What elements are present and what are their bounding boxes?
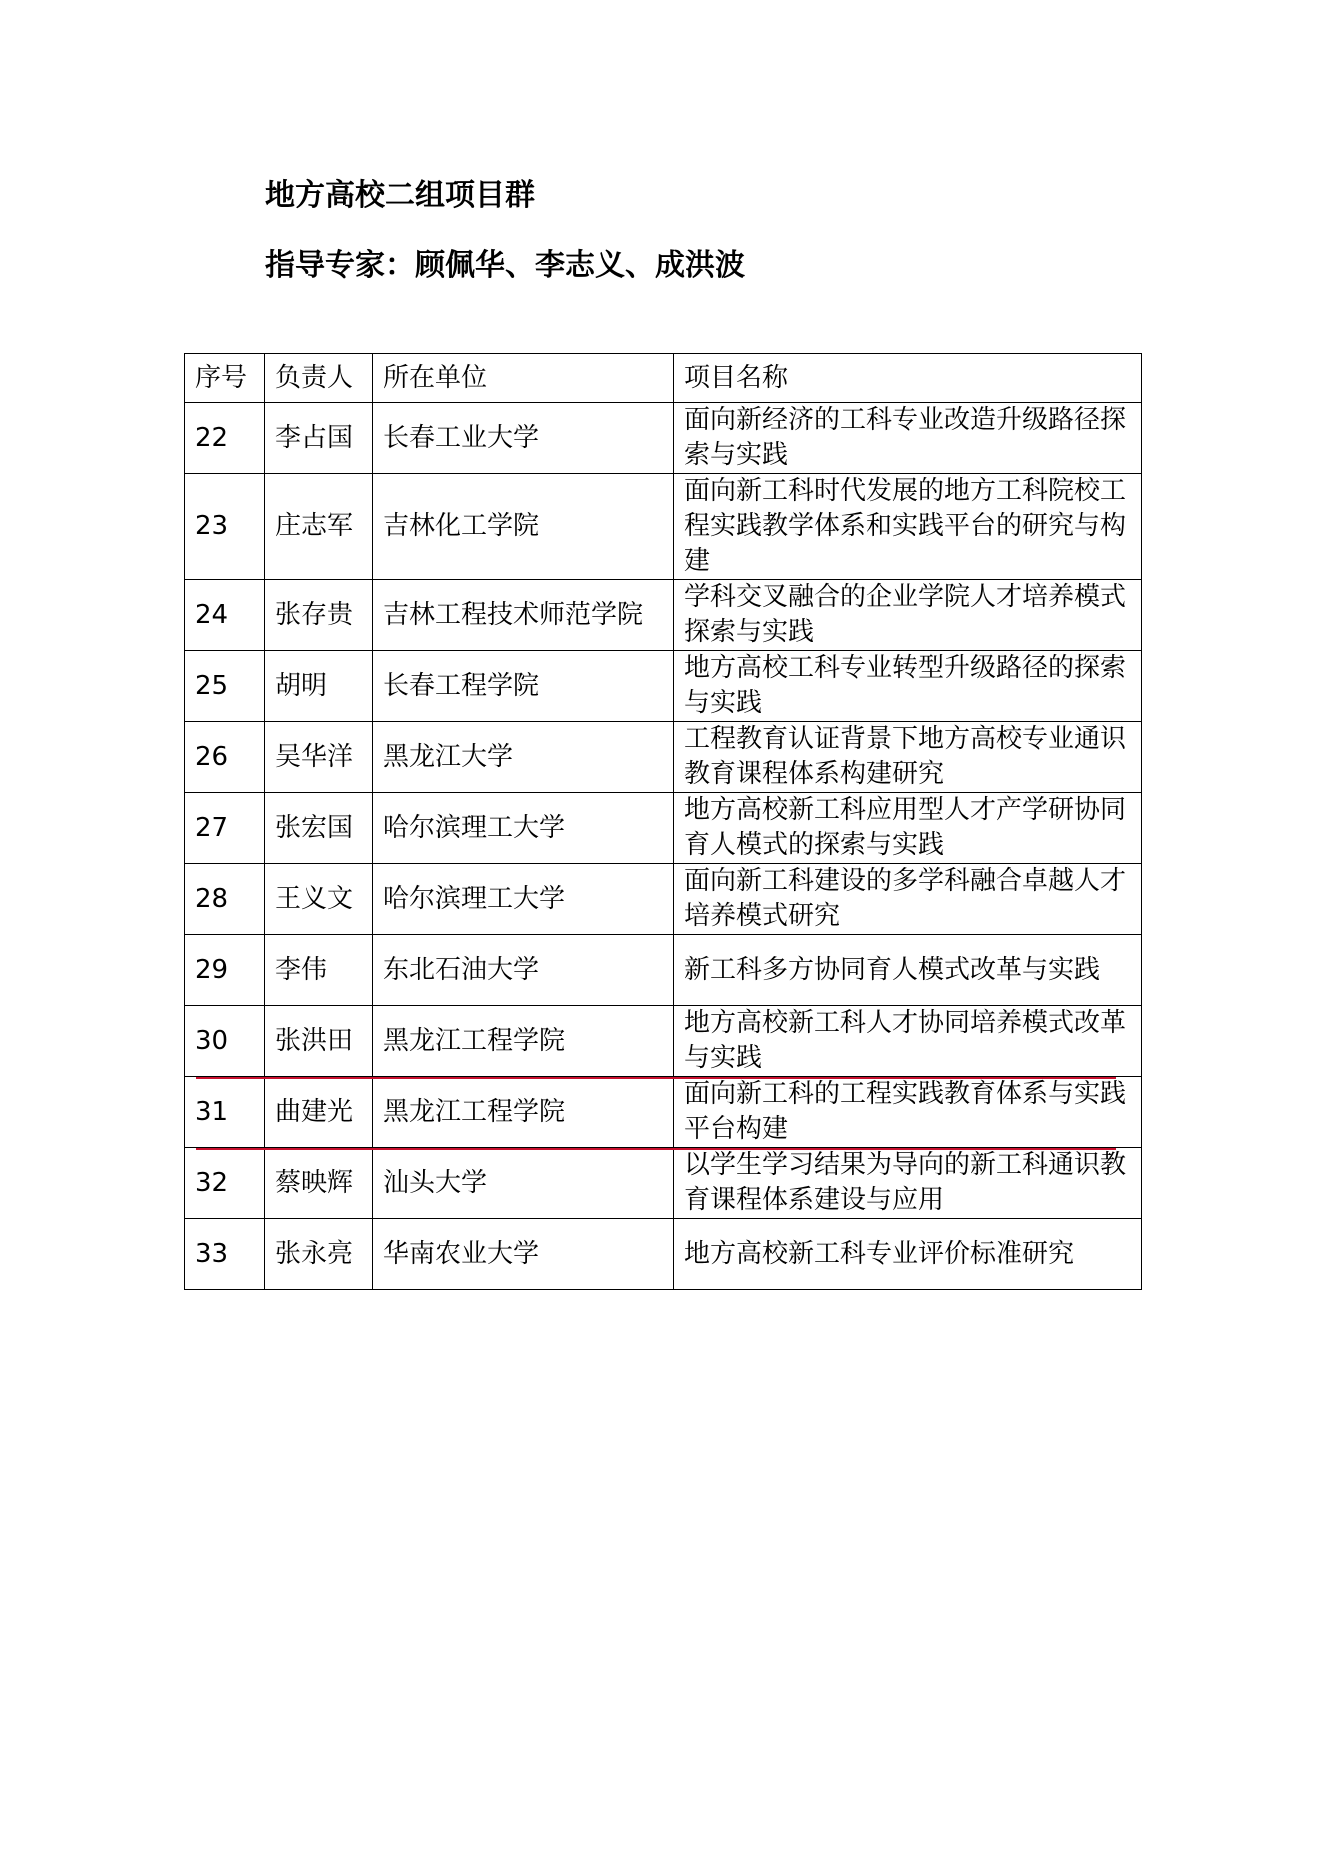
table-row bbox=[185, 935, 1142, 1006]
table-row bbox=[185, 651, 1142, 722]
cell-person: 蔡映辉 bbox=[265, 1148, 373, 1219]
cell-unit: 哈尔滨理工大学 bbox=[373, 864, 674, 935]
cell-person: 胡明 bbox=[265, 651, 373, 722]
header-person: 负责人 bbox=[265, 354, 373, 403]
cell-no: 28 bbox=[185, 864, 265, 935]
table-row bbox=[185, 864, 1142, 935]
cell-person: 李占国 bbox=[265, 403, 373, 474]
table-row bbox=[185, 793, 1142, 864]
cell-unit: 吉林工程技术师范学院 bbox=[373, 580, 674, 651]
cell-no: 27 bbox=[185, 793, 265, 864]
cell-project-name: 新工科多方协同育人模式改革与实践 bbox=[674, 935, 1142, 1006]
table-row bbox=[185, 1148, 1142, 1219]
table-row bbox=[185, 722, 1142, 793]
cell-project-name: 工程教育认证背景下地方高校专业通识教育课程体系构建研究 bbox=[674, 722, 1142, 793]
cell-person: 李伟 bbox=[265, 935, 373, 1006]
cell-no: 33 bbox=[185, 1219, 265, 1290]
table-row bbox=[185, 403, 1142, 474]
cell-no: 30 bbox=[185, 1006, 265, 1077]
header-project-name: 项目名称 bbox=[674, 354, 1142, 403]
cell-no: 29 bbox=[185, 935, 265, 1006]
cell-project-name: 面向新工科时代发展的地方工科院校工程实践教学体系和实践平台的研究与构建 bbox=[674, 474, 1142, 580]
cell-unit: 长春工业大学 bbox=[373, 403, 674, 474]
cell-person: 张永亮 bbox=[265, 1219, 373, 1290]
cell-unit: 黑龙江工程学院 bbox=[373, 1077, 674, 1148]
cell-no: 31 bbox=[185, 1077, 265, 1148]
cell-unit: 吉林化工学院 bbox=[373, 474, 674, 580]
header-no: 序号 bbox=[185, 354, 265, 403]
cell-person: 曲建光 bbox=[265, 1077, 373, 1148]
cell-project-name: 以学生学习结果为导向的新工科通识教育课程体系建设与应用 bbox=[674, 1148, 1142, 1219]
cell-person: 吴华洋 bbox=[265, 722, 373, 793]
cell-person: 庄志军 bbox=[265, 474, 373, 580]
guiding-experts: 指导专家：顾佩华、李志义、成洪波 bbox=[265, 248, 745, 283]
cell-project-name: 面向新工科建设的多学科融合卓越人才培养模式研究 bbox=[674, 864, 1142, 935]
cell-no: 23 bbox=[185, 474, 265, 580]
cell-unit: 汕头大学 bbox=[373, 1148, 674, 1219]
table-row bbox=[185, 1219, 1142, 1290]
cell-unit: 东北石油大学 bbox=[373, 935, 674, 1006]
table-row bbox=[185, 580, 1142, 651]
cell-project-name: 地方高校新工科专业评价标准研究 bbox=[674, 1219, 1142, 1290]
cell-no: 25 bbox=[185, 651, 265, 722]
cell-person: 张宏国 bbox=[265, 793, 373, 864]
cell-project-name: 面向新工科的工程实践教育体系与实践平台构建 bbox=[674, 1077, 1142, 1148]
cell-person: 王义文 bbox=[265, 864, 373, 935]
cell-unit: 哈尔滨理工大学 bbox=[373, 793, 674, 864]
table-row bbox=[185, 1077, 1142, 1148]
cell-person: 张洪田 bbox=[265, 1006, 373, 1077]
red-underline-row-31 bbox=[196, 1148, 1116, 1150]
cell-project-name: 地方高校新工科应用型人才产学研协同育人模式的探索与实践 bbox=[674, 793, 1142, 864]
cell-project-name: 面向新经济的工科专业改造升级路径探索与实践 bbox=[674, 403, 1142, 474]
cell-no: 32 bbox=[185, 1148, 265, 1219]
document-title: 地方高校二组项目群 bbox=[265, 178, 535, 213]
cell-no: 26 bbox=[185, 722, 265, 793]
cell-unit: 黑龙江工程学院 bbox=[373, 1006, 674, 1077]
cell-unit: 华南农业大学 bbox=[373, 1219, 674, 1290]
cell-no: 22 bbox=[185, 403, 265, 474]
table-row bbox=[185, 1006, 1142, 1077]
red-underline-row-30 bbox=[196, 1077, 1116, 1079]
cell-person: 张存贵 bbox=[265, 580, 373, 651]
cell-no: 24 bbox=[185, 580, 265, 651]
table-header-row bbox=[185, 354, 1142, 403]
cell-project-name: 地方高校工科专业转型升级路径的探索与实践 bbox=[674, 651, 1142, 722]
cell-project-name: 地方高校新工科人才协同培养模式改革与实践 bbox=[674, 1006, 1142, 1077]
cell-unit: 黑龙江大学 bbox=[373, 722, 674, 793]
cell-unit: 长春工程学院 bbox=[373, 651, 674, 722]
cell-project-name: 学科交叉融合的企业学院人才培养模式探索与实践 bbox=[674, 580, 1142, 651]
header-unit: 所在单位 bbox=[373, 354, 674, 403]
table-row bbox=[185, 474, 1142, 580]
